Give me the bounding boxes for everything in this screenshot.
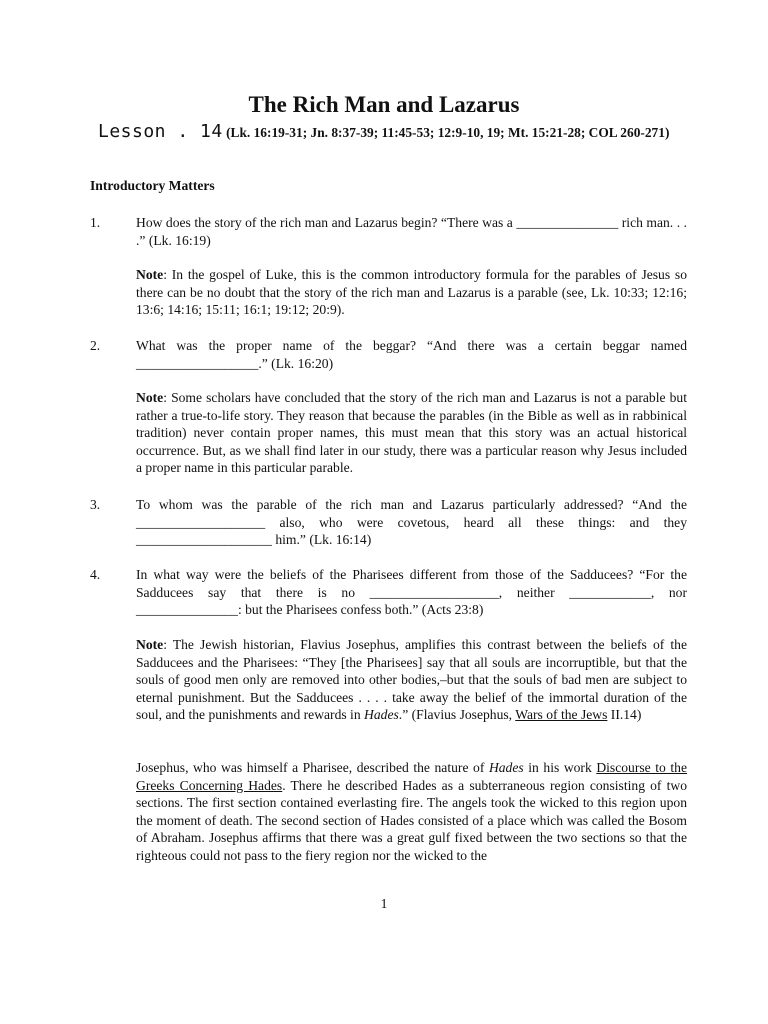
item-number: 1. — [90, 215, 101, 230]
item-number: 3. — [90, 497, 101, 512]
body-text: . There he described Hades as a subterraneous region consisting of two sections. The first section contained everlasting fire. The angels took the wicked to this region upon the moment of death. The second section of Hades consisted of a place which was called the Bosom of Abraham. Josephus affirms that there was a great gulf fixed between the two sections so that the righteous could not pass to the fiery region nor the wicked to the — [136, 777, 687, 863]
work-title: Wars of the Jews — [515, 707, 608, 722]
body-paragraph — [136, 759, 687, 864]
note-paragraph — [136, 266, 687, 319]
hades-italic: Hades — [488, 760, 524, 775]
note-text: II.14) — [607, 707, 642, 722]
work-title: Discourse to the Greeks Concerning Hades — [136, 760, 688, 793]
note-paragraph — [136, 389, 687, 477]
note-text: : Some scholars have concluded that the story of the rich man and Lazarus is not a parable but rather a true-to-life story. They reason that because the parables (in the Bible as well as in rabbinical tradition) never contain proper names, this must mean that this story was an actual historical occurrence. But, as we shall find later in our study, there was a particular reason why Jesus included a proper name in this particular parable. — [136, 390, 687, 475]
item-number: 4. — [90, 567, 101, 582]
question-text: What was the proper name of the beggar? “And there was a certain beggar named __________________.” (Lk. 16:20) — [136, 338, 687, 371]
body-text: Josephus, who was himself a Pharisee, described the nature of — [136, 760, 489, 775]
note-text: .” (Flavius Josephus, — [398, 707, 516, 722]
lesson-line — [90, 122, 692, 143]
document-title: The Rich Man and Lazarus — [248, 92, 520, 117]
note-text: : The Jewish historian, Flavius Josephus, amplifies this contrast between the beliefs of the Sadducees and the Pharisees: “They [the Pharisees] say that all souls are incorruptible, but that the souls of good men only are removed into other bodies,–but that the souls of bad men are subject to eternal punishment. But the Sadducees . . . . take away the belief of the immortal duration of the soul, and the punishments and rewards in — [136, 637, 687, 722]
page-number: 1 — [380, 896, 388, 911]
question-text: How does the story of the rich man and Lazarus begin? “There was a _______________ rich man. . . .” (Lk. 16:19) — [136, 215, 687, 248]
body-text: in his work — [523, 760, 597, 775]
note-label: Note — [136, 637, 164, 652]
item-number: 2. — [90, 338, 101, 353]
section-heading: Introductory Matters — [90, 178, 215, 193]
question-text: In what way were the beliefs of the Pharisees different from those of the Sadducees? “For the Sadducees say that there is no ___________________, neither ____________, nor _______________: but the Pharisees confess both.” (Acts 23:8) — [136, 567, 687, 617]
note-label: Note — [136, 390, 164, 405]
note-paragraph — [136, 636, 687, 724]
scripture-references: (Lk. 16:19-31; Jn. 8:37-39; 11:45-53; 12:9-10, 19; Mt. 15:21-28; COL 260-271) — [226, 125, 670, 140]
lesson-handwritten-label: Lesson . 14 — [98, 121, 223, 142]
note-label: Note — [136, 267, 164, 282]
note-text: : In the gospel of Luke, this is the common introductory formula for the parables of Jesus so there can be no doubt that the story of the rich man and Lazarus is a parable (see, Lk. 10:33; 12:16; 13:6; 14:16; 15:11; 16:1; 19:12; 20:9). — [136, 267, 687, 317]
hades-italic: Hades — [364, 707, 399, 722]
question-text: To whom was the parable of the rich man and Lazarus particularly addressed? “And the ___________________ also, who were covetous, heard all these things: and they ____________________ him.” (Lk. 16:14) — [136, 497, 687, 547]
